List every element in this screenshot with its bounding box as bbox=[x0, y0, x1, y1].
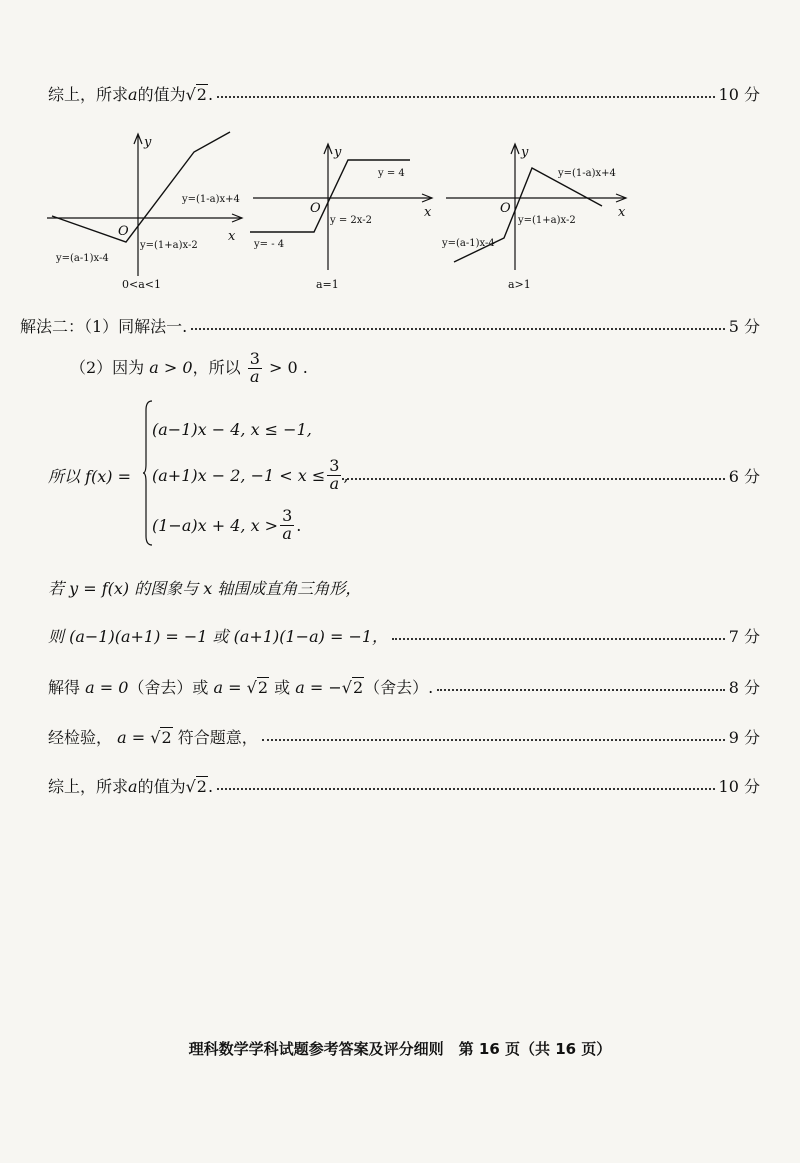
graph-caption: a>1 bbox=[508, 278, 531, 291]
equation-text: 则 (a−1)(a+1) = −1 或 (a+1)(1−a) = −1， bbox=[48, 626, 389, 646]
score-label: 10 分 bbox=[718, 776, 760, 796]
origin-label: O bbox=[118, 224, 129, 239]
solve-line bbox=[48, 671, 760, 701]
score-label: 10 分 bbox=[718, 84, 760, 104]
solve-text: 解得 a = 0（舍去）或 a = √2 或 a = −√2（舍去）. bbox=[48, 677, 434, 697]
dot-leader bbox=[217, 788, 714, 790]
graph-a-eq-1 bbox=[248, 140, 443, 295]
x-axis-label: x bbox=[618, 205, 626, 220]
origin-label: O bbox=[500, 201, 511, 216]
triangle-condition-text: 若 y = f(x) 的图象与 x 轴围成直角三角形， bbox=[48, 578, 362, 598]
verify-line bbox=[48, 721, 760, 751]
formula-label-left: y= - 4 bbox=[254, 239, 285, 250]
score-label: 9 分 bbox=[728, 727, 760, 747]
dot-leader bbox=[262, 739, 725, 741]
piecewise-case-1: (a−1)x − 4, x ≤ −1, bbox=[152, 419, 312, 439]
x-axis-label: x bbox=[228, 229, 236, 244]
score-label: 8 分 bbox=[728, 677, 760, 697]
graph-caption: a=1 bbox=[316, 278, 339, 291]
graph-0-lt-a-lt-1 bbox=[42, 128, 252, 293]
graph-caption: 0<a<1 bbox=[122, 278, 161, 291]
formula-label-right: y=(1-a)x+4 bbox=[182, 194, 240, 205]
piecewise-lhs: 所以 f(x) = bbox=[48, 466, 132, 486]
y-axis-label: y bbox=[521, 145, 529, 160]
score-label: 7 分 bbox=[728, 626, 760, 646]
score-label: 6 分 bbox=[728, 466, 760, 486]
piecewise-case-2: (a+1)x − 2, −1 < x ≤ $\frac{3}{a}$ , bbox=[152, 455, 349, 493]
step-two-line bbox=[70, 346, 782, 390]
formula-label-middle: y = 2x-2 bbox=[330, 215, 372, 226]
equation-line bbox=[48, 620, 760, 650]
dot-leader bbox=[437, 689, 724, 691]
formula-label-middle: y=(1+a)x-2 bbox=[140, 240, 198, 251]
graph-a-gt-1 bbox=[442, 140, 642, 295]
formula-label-left: y=(a-1)x-4 bbox=[442, 238, 495, 249]
conclusion-line-2 bbox=[48, 770, 760, 800]
conclusion-line-1 bbox=[48, 78, 760, 108]
formula-label-right: y=(1-a)x+4 bbox=[558, 168, 616, 179]
dot-leader bbox=[392, 638, 725, 640]
dot-leader bbox=[342, 478, 725, 480]
y-axis-label: y bbox=[144, 135, 152, 150]
solution-two-line bbox=[20, 310, 760, 340]
dot-leader bbox=[191, 328, 724, 330]
page-footer: 理科数学学科试题参考答案及评分细则 第 16 页（共 16 页） bbox=[188, 1040, 612, 1058]
y-axis-label: y bbox=[334, 145, 342, 160]
piecewise-function bbox=[48, 398, 760, 550]
step-two-text: （2）因为 a > 0，所以 $\frac{3}{a}$ > 0 . bbox=[70, 348, 308, 386]
verify-text: 经检验， a = √2 符合题意， bbox=[48, 727, 258, 747]
piecewise-score-row bbox=[338, 460, 760, 490]
formula-label-middle: y=(1+a)x-2 bbox=[518, 215, 576, 226]
formula-label-right: y = 4 bbox=[378, 168, 405, 179]
triangle-condition-line bbox=[48, 572, 760, 602]
score-label: 5 分 bbox=[728, 316, 760, 336]
origin-label: O bbox=[310, 201, 321, 216]
formula-label-left: y=(a-1)x-4 bbox=[56, 253, 109, 264]
solution-two-text: 解法二：（1）同解法一. bbox=[20, 316, 188, 336]
x-axis-label: x bbox=[424, 205, 432, 220]
piecewise-case-3: (1−a)x + 4, x > $\frac{3}{a}$ . bbox=[152, 505, 302, 543]
conclusion-text: 综上，所求a的值为√2. bbox=[48, 776, 214, 796]
dot-leader bbox=[217, 96, 714, 98]
conclusion-text: 综上，所求a的值为√2. bbox=[48, 84, 214, 104]
